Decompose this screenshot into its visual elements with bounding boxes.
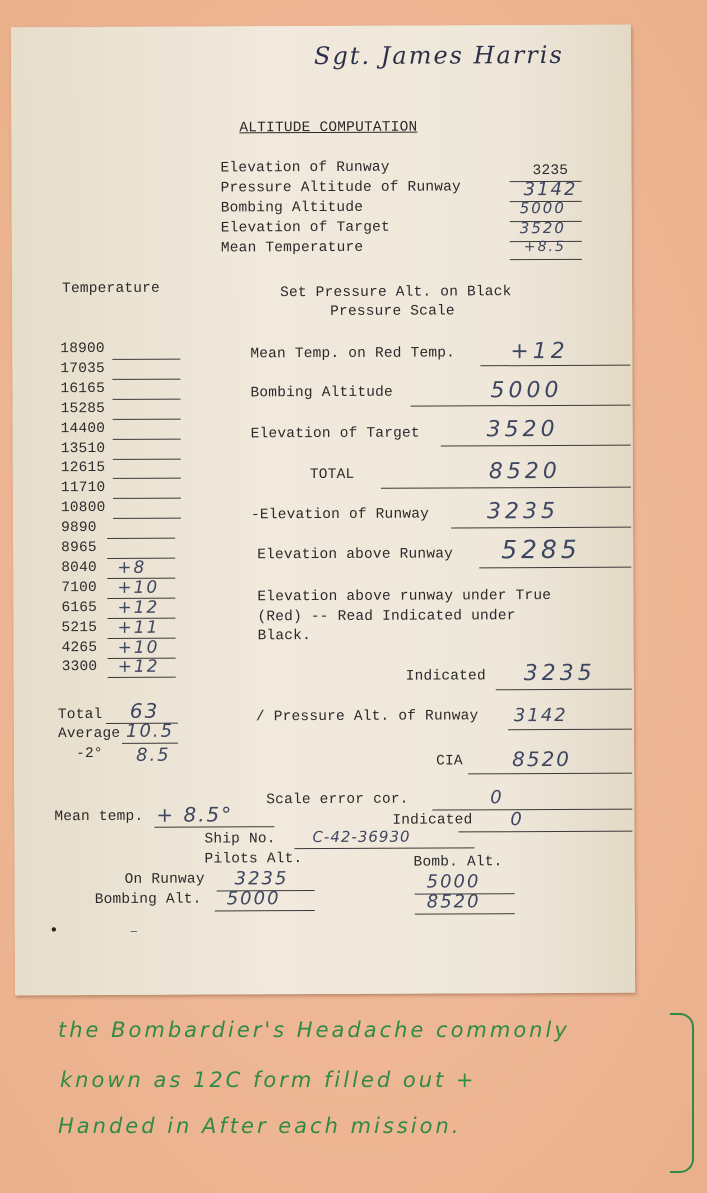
altitude-value: 4265 [61, 639, 98, 656]
scale-error-value: 0 [490, 787, 504, 809]
comp-value-mean-temp: +12 [510, 338, 569, 365]
cia-line [468, 773, 632, 775]
temperature-value: +10 [117, 577, 160, 598]
altitude-value: 14400 [60, 420, 106, 437]
indicated-label: Indicated [405, 668, 486, 685]
altitude-value: 9890 [61, 520, 97, 537]
comp-label-minus-elevation-runway: -Elevation of Runway [250, 506, 430, 524]
header-value-bombing-altitude: 5000 [519, 198, 566, 218]
on-runway-label: On Runway [124, 871, 205, 888]
comp-value-elevation-above-runway: 5285 [501, 534, 581, 565]
average-label: Average [57, 725, 121, 743]
caption-line3: Handed in After each mission. [58, 1114, 462, 1138]
comp-label-mean-temp: Mean Temp. on Red Temp. [250, 345, 456, 363]
header-label-elevation-target: Elevation of Target [220, 219, 390, 237]
header-value-mean-temperature: +8.5 [523, 238, 566, 256]
temperature-value: +11 [117, 617, 160, 638]
indicated2-value: 0 [510, 809, 524, 831]
comp-value-bombing-altitude: 5000 [490, 377, 563, 404]
ink-dot: ● [50, 925, 57, 937]
set-pressure-line1: Set Pressure Alt. on Black [280, 284, 512, 302]
header-label-pressure-altitude: Pressure Altitude of Runway [220, 179, 461, 197]
altitude-value: 15285 [60, 400, 106, 417]
altitude-value: 7100 [61, 579, 97, 596]
bombing-alt-value: 5000 [226, 888, 281, 910]
ship-label: Ship No. [204, 831, 276, 848]
bombing-alt-label: Bombing Alt. [94, 891, 202, 908]
altitude-value: 16165 [60, 380, 106, 397]
total-value: 63 [129, 698, 160, 723]
temperature-value: +10 [117, 637, 160, 658]
indicated2-label: Indicated [392, 812, 473, 829]
altitude-value: 8965 [61, 539, 97, 557]
altitude-line [113, 398, 181, 399]
altitude-line [113, 438, 181, 439]
altitude-line [113, 418, 181, 419]
note-line2: (Red) -- Read Indicated under [257, 608, 516, 626]
temperature-value: +12 [117, 597, 160, 618]
altitude-line [113, 498, 181, 499]
comp-label-total: TOTAL [309, 466, 355, 484]
pilots-alt-label: Pilots Alt. [204, 851, 303, 868]
comp-label-elevation-above-runway: Elevation above Runway [257, 546, 454, 564]
altitude-value: 3300 [61, 659, 98, 676]
bomb-col-value-2: 8520 [426, 891, 481, 913]
altitude-value: 6165 [61, 599, 98, 616]
mean-temp-label: Mean temp. [54, 808, 144, 826]
form-paper [11, 25, 635, 996]
altitude-value: 10800 [60, 500, 106, 517]
bomb-col-value-1: 5000 [426, 871, 481, 893]
bombing-alt-line [215, 910, 315, 911]
altitude-value: 13510 [60, 440, 106, 457]
comp-line [479, 567, 631, 569]
cia-label: CIA [436, 753, 463, 770]
altitude-value: 8040 [61, 559, 97, 577]
indicated2-line [458, 831, 632, 833]
caption-line2: known as 12C form filled out + [60, 1068, 477, 1092]
comp-value-minus-elevation-runway: 3235 [486, 498, 560, 525]
average-value: 10.5 [125, 720, 175, 742]
cia-value: 8520 [512, 746, 572, 772]
mean-temp-line [154, 826, 274, 828]
altitude-value: 11710 [60, 480, 106, 497]
pressure-alt-line [508, 729, 632, 731]
comp-label-elevation-target: Elevation of Target [250, 425, 420, 443]
altitude-line [107, 538, 175, 539]
altitude-value: 5215 [61, 619, 98, 636]
header-value-elevation-target: 3520 [519, 218, 566, 238]
comp-line [441, 445, 631, 447]
header-value-pressure-altitude: 3142 [523, 178, 578, 201]
form-title: ALTITUDE COMPUTATION [239, 119, 418, 137]
temperature-value: +8 [117, 557, 147, 578]
altitude-line [112, 359, 180, 360]
bomb-alt-label: Bomb. Alt. [413, 854, 503, 871]
ship-value: C-42-36930 [312, 827, 411, 847]
altitude-value: 18900 [60, 340, 105, 358]
minus-two-label: -2° [76, 745, 103, 763]
caption-bracket [670, 1013, 694, 1173]
signature: Sgt. James Harris [313, 40, 564, 71]
altitude-line [112, 379, 180, 380]
indicated-value: 3235 [523, 660, 596, 687]
note-line3: Black. [257, 628, 312, 645]
indicated-line [496, 689, 632, 691]
pressure-alt-label: / Pressure Alt. of Runway [255, 708, 479, 726]
comp-label-bombing-altitude: Bombing Altitude [250, 384, 393, 402]
scale-error-label: Scale error cor. [266, 791, 409, 809]
pressure-alt-value: 3142 [513, 704, 568, 727]
header-label-elevation-runway: Elevation of Runway [220, 159, 390, 177]
minus-two-value: 8.5 [136, 744, 171, 766]
comp-value-total: 8520 [488, 458, 561, 485]
header-line [510, 259, 582, 260]
ship-line [294, 847, 474, 849]
caption-line1: the Bombardier's Headache commonly [58, 1018, 570, 1042]
header-label-bombing-altitude: Bombing Altitude [220, 199, 364, 217]
bomb-col-line [415, 913, 515, 914]
altitude-line [113, 518, 181, 519]
altitude-value: 17035 [60, 360, 105, 378]
ink-dash: — [130, 926, 137, 938]
altitude-line [113, 478, 181, 479]
total-label: Total [57, 706, 103, 724]
comp-value-elevation-target: 3520 [486, 416, 559, 443]
scale-error-line [432, 809, 632, 811]
comp-line [451, 527, 631, 529]
comp-line [411, 405, 631, 407]
temperature-value: +12 [117, 657, 160, 678]
note-line1: Elevation above runway under True [257, 588, 552, 606]
altitude-value: 12615 [60, 460, 106, 477]
header-label-mean-temperature: Mean Temperature [220, 239, 364, 257]
on-runway-value: 3235 [234, 868, 289, 890]
altitude-line [113, 458, 181, 459]
comp-line [480, 365, 630, 367]
temperature-heading: Temperature [61, 280, 160, 298]
mean-temp-value: + 8.5° [156, 802, 234, 827]
header-value-elevation-runway: 3235 [532, 162, 569, 180]
set-pressure-line2: Pressure Scale [330, 303, 455, 320]
comp-line [381, 487, 631, 489]
